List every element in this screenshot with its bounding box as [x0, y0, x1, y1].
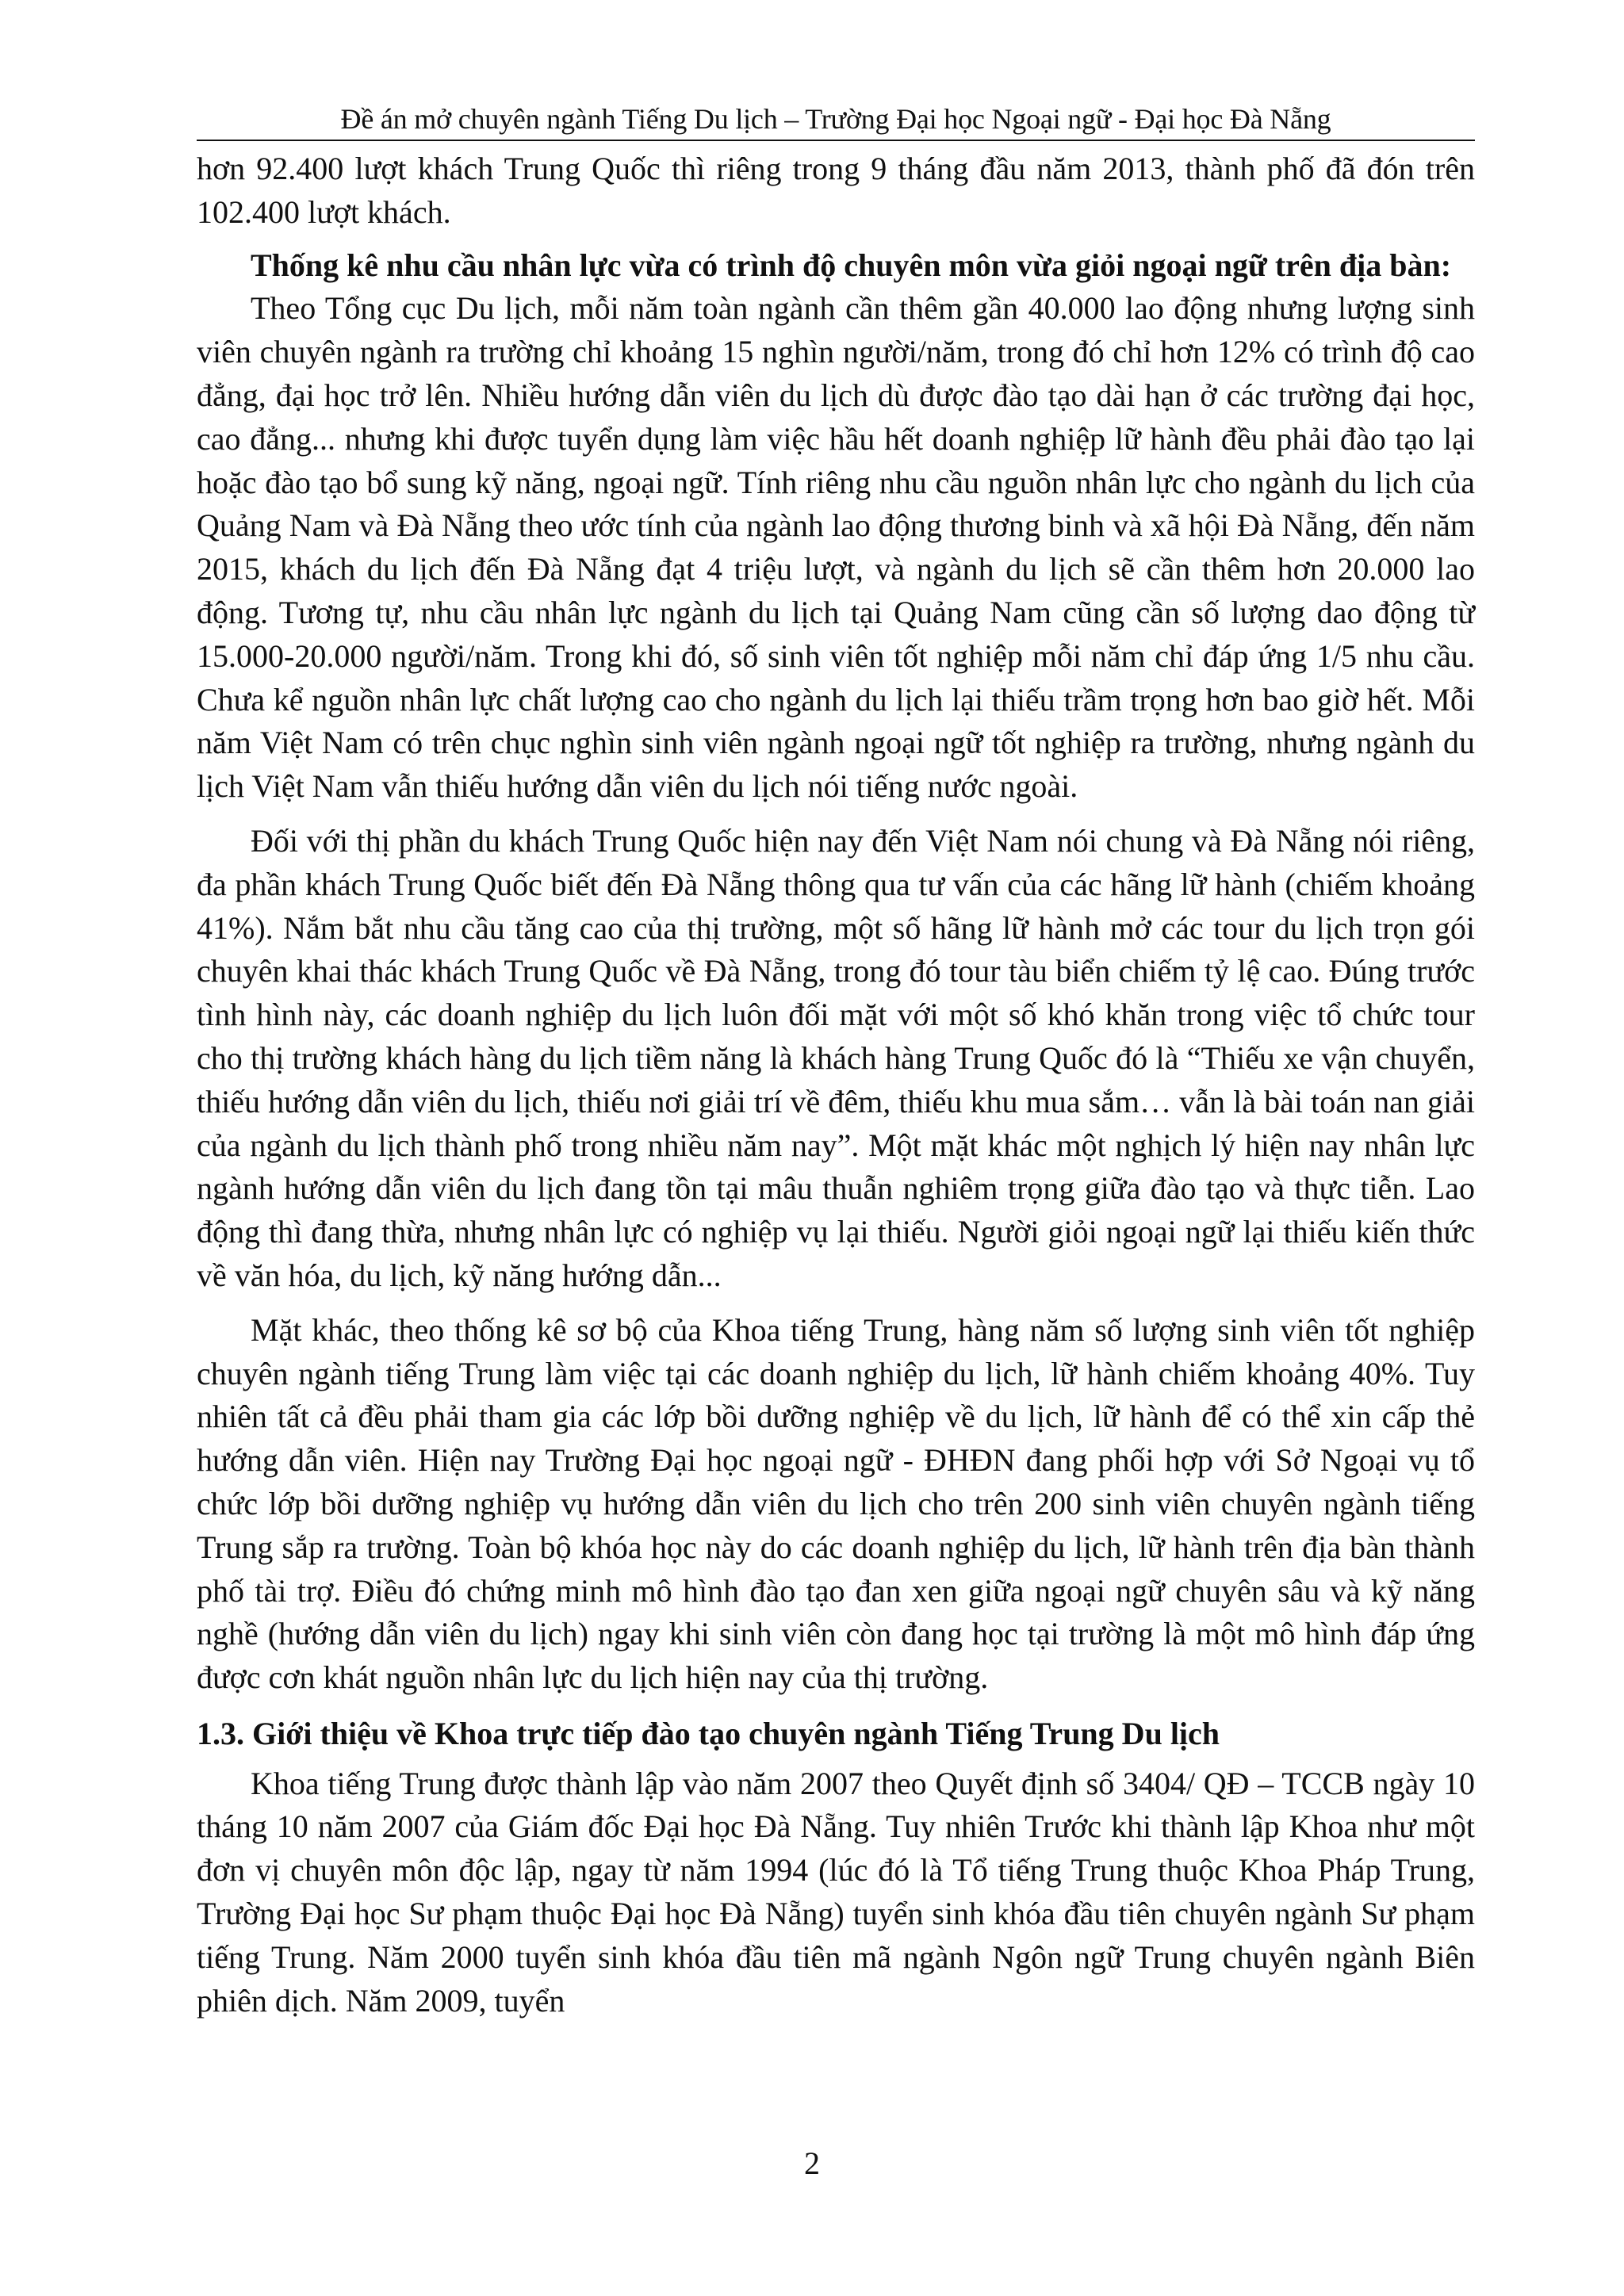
page-number: 2: [804, 2145, 820, 2181]
paragraph-continuation: hơn 92.400 lượt khách Trung Quốc thì riêng trong 9 tháng đầu năm 2013, thành phố đã đón trên 102.400 lượt khách.: [197, 151, 1475, 230]
paragraph-faculty-history: Khoa tiếng Trung được thành lập vào năm 2007 theo Quyết định số 3404/ QĐ – TCCB ngày 10 tháng 10 năm 2007 của Giám đốc Đại học Đà Nẵng. Tuy nhiên Trước khi thành lập Khoa như một đơn vị chuyên môn độc lập, ngay từ năm 1994 (lúc đó là Tổ tiếng Trung thuộc Khoa Pháp Trung, Trường Đại học Sư phạm thuộc Đại học Đà Nẵng) tuyển sinh khóa đầu tiên chuyên ngành Sư phạm tiếng Trung. Năm 2000 tuyển sinh khóa đầu tiên mã ngành Ngôn ngữ Trung chuyên ngành Biên phiên dịch. Năm 2009, tuyển: [197, 1765, 1475, 2019]
body-text: [197, 147, 1475, 2022]
paragraph-labor-demand: Theo Tổng cục Du lịch, mỗi năm toàn ngành cần thêm gần 40.000 lao động nhưng lượng sinh viên chuyên ngành ra trường chỉ khoảng 15 nghìn người/năm, trong đó chỉ hơn 12% có trình độ cao đẳng, đại học trở lên. Nhiều hướng dẫn viên du lịch dù được đào tạo dài hạn ở các trường đại học, cao đẳng... nhưng khi được tuyển dụng làm việc hầu hết doanh nghiệp lữ hành đều phải đào tạo lại hoặc đào tạo bổ sung kỹ năng, ngoại ngữ. Tính riêng nhu cầu nguồn nhân lực cho ngành du lịch của Quảng Nam và Đà Nẵng theo ước tính của ngành lao động thương binh và xã hội Đà Nẵng, đến năm 2015, khách du lịch đến Đà Nẵng đạt 4 triệu lượt, và ngành du lịch sẽ cần thêm hơn 20.000 lao động. Tương tự, nhu cầu nhân lực ngành du lịch tại Quảng Nam cũng cần số lượng dao động từ 15.000-20.000 người/năm. Trong khi đó, số sinh viên tốt nghiệp mỗi năm chỉ đáp ứng 1/5 nhu cầu. Chưa kể nguồn nhân lực chất lượng cao cho ngành du lịch lại thiếu trầm trọng hơn bao giờ hết. Mỗi năm Việt Nam có trên chục nghìn sinh viên ngành ngoại ngữ tốt nghiệp ra trường, nhưng ngành du lịch Việt Nam vẫn thiếu hướng dẫn viên du lịch nói tiếng nước ngoài.: [197, 290, 1475, 805]
stats-heading: Thống kê nhu cầu nhân lực vừa có trình độ chuyên môn vừa giỏi ngoại ngữ trên địa bàn:: [251, 247, 1452, 283]
header-rule: [197, 140, 1475, 141]
paragraph-chinese-market: Đối với thị phần du khách Trung Quốc hiện nay đến Việt Nam nói chung và Đà Nẵng nói riêng, đa phần khách Trung Quốc biết đến Đà Nẵng thông qua tư vấn của các hãng lữ hành (chiếm khoảng 41%). Nắm bắt nhu cầu tăng cao của thị trường, một số hãng lữ hành mở các tour du lịch trọn gói chuyên khai thác khách Trung Quốc về Đà Nẵng, trong đó tour tàu biển chiếm tỷ lệ cao. Đúng trước tình hình này, các doanh nghiệp du lịch luôn đối mặt với một số khó khăn trong việc tổ chức tour cho thị trường khách hàng du lịch tiềm năng là khách hàng Trung Quốc đó là “Thiếu xe vận chuyển, thiếu hướng dẫn viên du lịch, thiếu nơi giải trí về đêm, thiếu khu mua sắm… vẫn là bài toán nan giải của ngành du lịch thành phố trong nhiều năm nay”. Một mặt khác một nghịch lý hiện nay nhân lực ngành hướng dẫn viên du lịch đang tồn tại mâu thuẫn nghiêm trọng giữa đào tạo và thực tiễn. Lao động thì đang thừa, nhưng nhân lực có nghiệp vụ lại thiếu. Người giỏi ngoại ngữ lại thiếu kiến thức về văn hóa, du lịch, kỹ năng hướng dẫn...: [197, 822, 1475, 1293]
running-header: Đề án mở chuyên ngành Tiếng Du lịch – Trường Đại học Ngoại ngữ - Đại học Đà Nẵng: [340, 103, 1331, 135]
paragraph-faculty-statistics: Mặt khác, theo thống kê sơ bộ của Khoa tiếng Trung, hàng năm số lượng sinh viên tốt nghiệp chuyên ngành tiếng Trung làm việc tại các doanh nghiệp du lịch, lữ hành chiếm khoảng 40%. Tuy nhiên tất cả đều phải tham gia các lớp bồi dưỡng nghiệp về du lịch, lữ hành để có thể xin cấp thẻ hướng dẫn viên. Hiện nay Trường Đại học ngoại ngữ - ĐHĐN đang phối hợp với Sở Ngoại vụ tổ chức lớp bồi dưỡng nghiệp vụ hướng dẫn viên du lịch cho trên 200 sinh viên chuyên ngành tiếng Trung sắp ra trường. Toàn bộ khóa học này do các doanh nghiệp du lịch, lữ hành trên địa bàn thành phố tài trợ. Điều đó chứng minh mô hình đào tạo đan xen giữa ngoại ngữ chuyên sâu và kỹ năng nghề (hướng dẫn viên du lịch) ngay khi sinh viên còn đang học tại trường là một mô hình đáp ứng được cơn khát nguồn nhân lực du lịch hiện nay của thị trường.: [197, 1311, 1475, 1696]
section-heading: 1.3. Giới thiệu về Khoa trực tiếp đào tạo chuyên ngành Tiếng Trung Du lịch: [197, 1715, 1220, 1751]
